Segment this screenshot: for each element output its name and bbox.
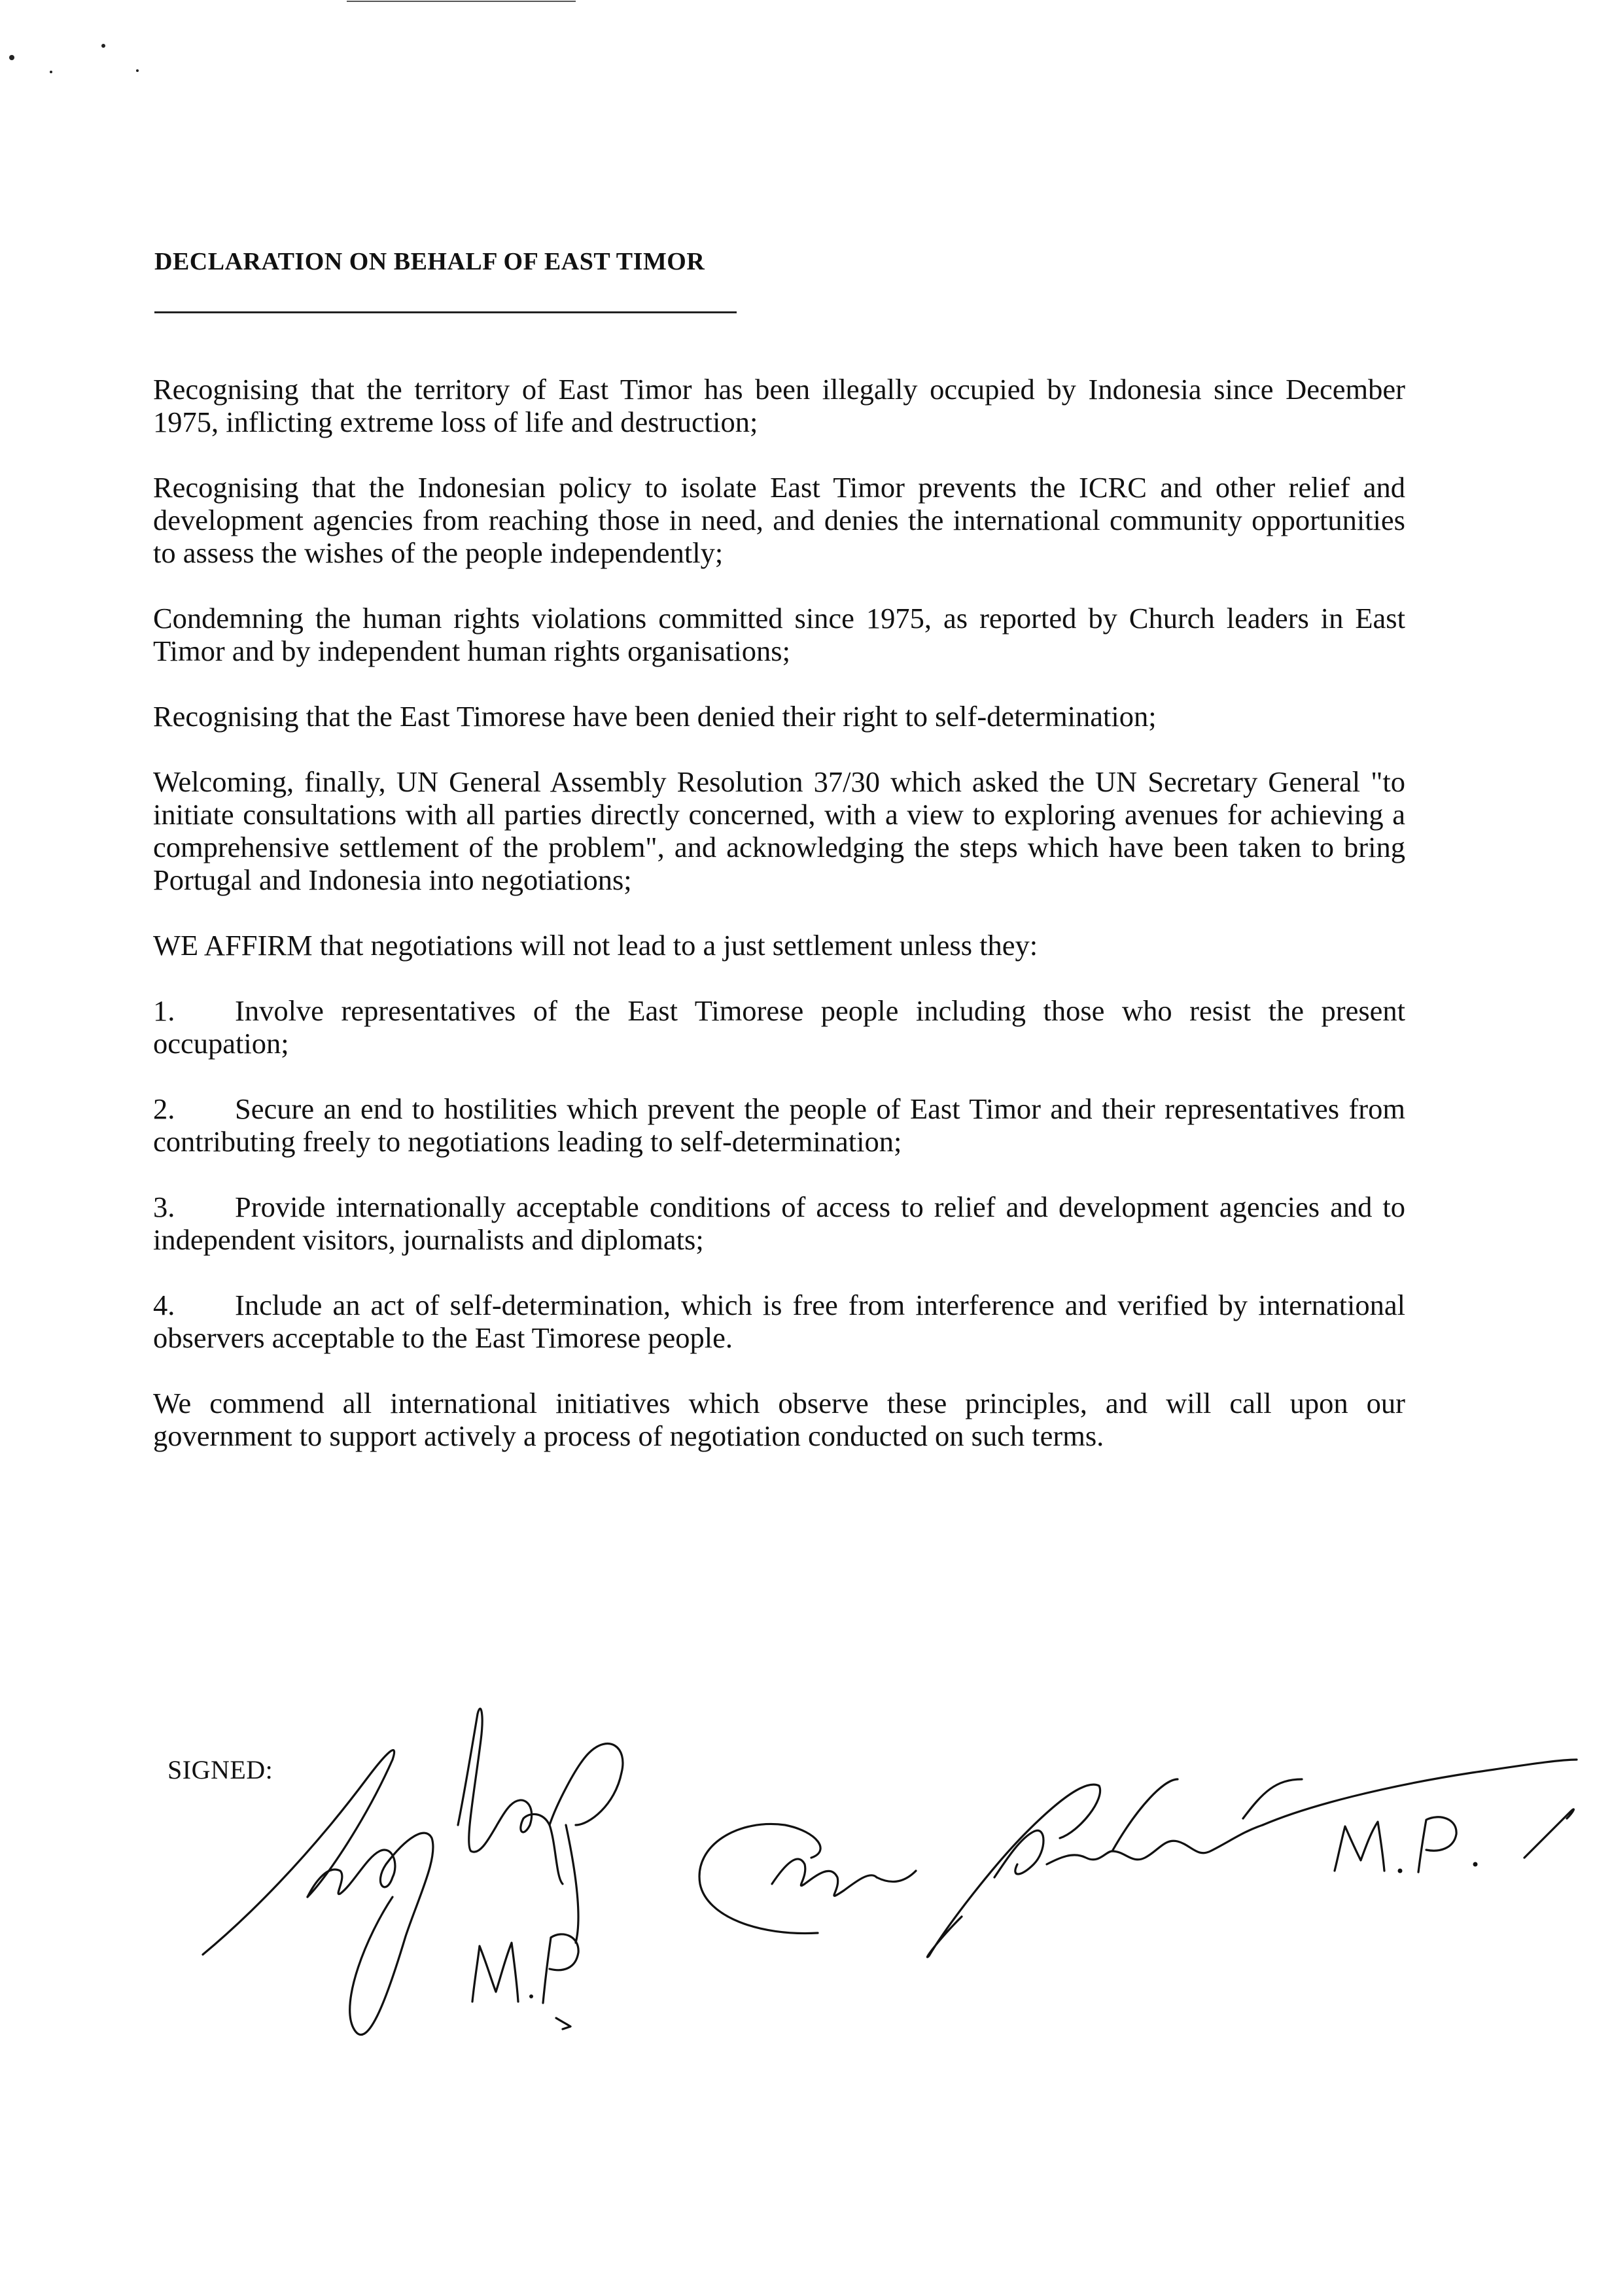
closing-paragraph: We commend all international initiatives which observe these principles, and will call upon our government to support actively a process of negotiation conducted on such terms. bbox=[153, 1387, 1405, 1452]
condition-text: Provide internationally acceptable conditions of access to relief and development agencies and to independent visitors, journalists and diplomats; bbox=[153, 1191, 1405, 1256]
condition-item bbox=[153, 1289, 1405, 1354]
document-body bbox=[153, 373, 1405, 1485]
recital-paragraph: Recognising that the territory of East Timor has been illegally occupied by Indonesia since December 1975, inflicting extreme loss of life and destruction; bbox=[153, 373, 1405, 438]
condition-text: Involve representatives of the East Timorese people including those who resist the present occupation; bbox=[153, 994, 1405, 1060]
condition-text: Include an act of self-determination, which is free from interference and verified by international observers acceptable to the East Timorese people. bbox=[153, 1289, 1405, 1354]
condition-number: 4. bbox=[153, 1289, 175, 1321]
recital-paragraph: Welcoming, finally, UN General Assembly Resolution 37/30 which asked the UN Secretary General "to initiate consultations with all parties directly concerned, with a view to exploring avenues for achieving a comprehensive settlement of the problem", and acknowledging the steps which have been taken to bring Portugal and Indonesia into negotiations; bbox=[153, 765, 1405, 896]
recital-paragraph: Condemning the human rights violations committed since 1975, as reported by Church leaders in East Timor and by independent human rights organisations; bbox=[153, 602, 1405, 667]
condition-item bbox=[153, 994, 1405, 1060]
document-title: DECLARATION ON BEHALF OF EAST TIMOR bbox=[154, 248, 705, 275]
title-underline bbox=[154, 311, 737, 313]
condition-item bbox=[153, 1092, 1405, 1158]
condition-number: 3. bbox=[153, 1191, 175, 1223]
signature-2 bbox=[699, 1760, 1577, 1957]
condition-number: 1. bbox=[153, 994, 175, 1027]
recital-paragraph: Recognising that the Indonesian policy to isolate East Timor prevents the ICRC and other relief and development agencies from reaching those in need, and denies the international community opportunities to assess the wishes of the people independently; bbox=[153, 471, 1405, 569]
condition-text: Secure an end to hostilities which prevent the people of East Timor and their representatives from contributing freely to negotiations leading to self-determination; bbox=[153, 1092, 1405, 1158]
affirm-statement: WE AFFIRM that negotiations will not lead to a just settlement unless they: bbox=[153, 929, 1038, 962]
signed-label: SIGNED: bbox=[167, 1755, 273, 1784]
recital-paragraph: Recognising that the East Timorese have been denied their right to self-determination; bbox=[153, 700, 1157, 733]
scan-speck bbox=[50, 71, 52, 73]
scan-speck bbox=[101, 44, 105, 48]
condition-item bbox=[153, 1191, 1405, 1256]
scan-speck bbox=[136, 69, 139, 72]
scan-speck bbox=[9, 55, 14, 60]
condition-number: 2. bbox=[153, 1092, 175, 1125]
